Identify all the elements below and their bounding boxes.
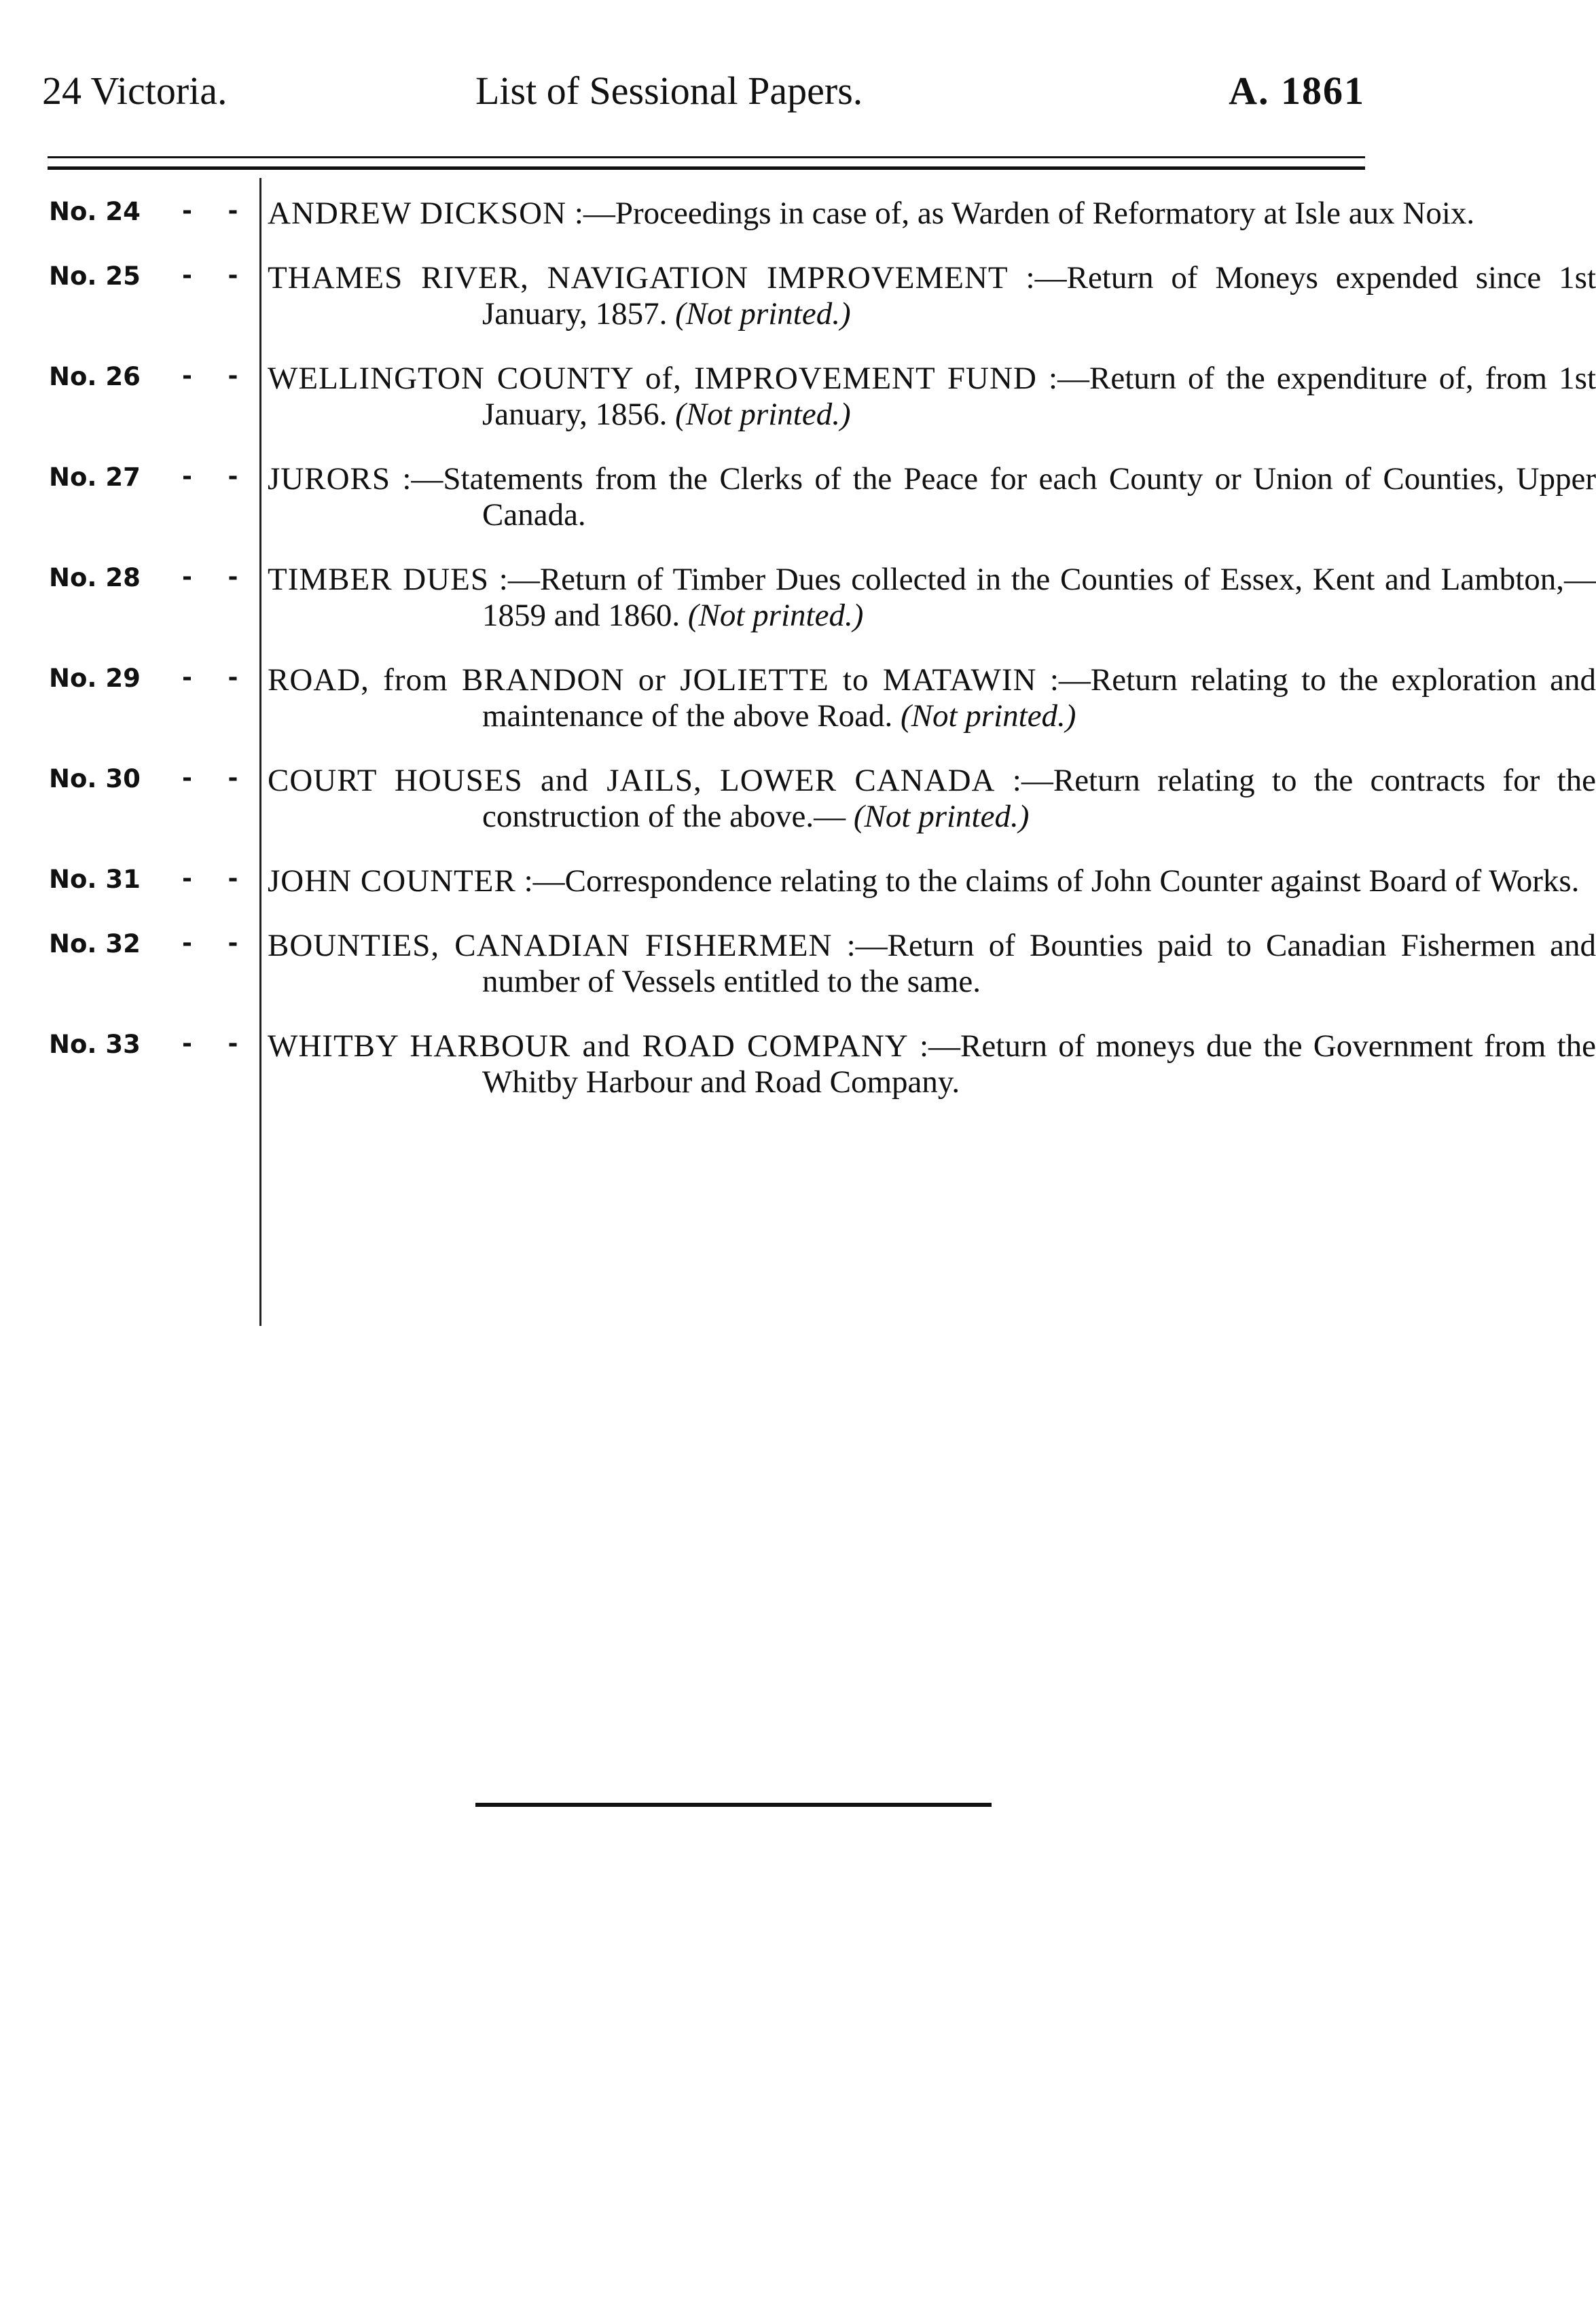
paper-number: No. 31 [49,865,141,894]
paper-note: (Not printed.) [675,397,851,432]
paper-text: :—Return of Timber Dues collected in the Counties of Essex, Kent and Lambton,—1859 and 1860. [482,562,1596,633]
paper-number: No. 27 [49,463,141,492]
header-rule-thin [48,156,1365,158]
paper-number: No. 28 [49,563,141,592]
paper-title: WHITBY HARBOUR and ROAD COMPANY [268,1028,909,1064]
paper-title: COURT HOUSES and JAILS, LOWER CANADA [268,763,996,798]
dash-leader: - - [182,563,238,591]
paper-title: THAMES RIVER, NAVIGATION IMPROVEMENT [268,260,1009,295]
page-title: List of Sessional Papers. [475,69,863,113]
paper-number: No. 29 [49,664,141,693]
paper-text: :—Correspondence relating to the claims of John Counter against Board of Works. [524,863,1580,899]
paper-number: No. 30 [49,764,141,793]
paper-description [268,361,1596,433]
paper-title: BOUNTIES, CANADIAN FISHERMEN [268,928,833,963]
paper-description [268,763,1596,835]
paper-text: :—Statements from the Clerks of the Peace for each County or Union of Counties, Upper Canada. [402,461,1596,533]
paper-text: :—Return of moneys due the Government from the Whitby Harbour and Road Company. [482,1028,1596,1100]
dash-leader: - - [182,262,238,289]
paper-number: No. 25 [49,262,141,291]
dash-leader: - - [182,1030,238,1058]
paper-note: (Not printed.) [675,296,851,331]
page-header [0,68,1445,129]
paper-note: (Not printed.) [687,598,864,633]
end-rule [475,1803,992,1807]
paper-number: No. 32 [49,929,141,958]
paper-title: TIMBER DUES [268,562,490,597]
paper-text: :—Return relating to the exploration and maintenance of the above Road. [482,662,1596,734]
paper-description [268,863,1596,899]
list-item [0,662,1596,734]
paper-note: (Not printed.) [853,799,1030,834]
dash-leader: - - [182,764,238,792]
paper-description [268,461,1596,533]
session-label: 24 Victoria. [42,69,228,113]
list-item [0,361,1596,433]
dash-leader: - - [182,865,238,893]
paper-description [268,928,1596,1000]
list-item [0,1028,1596,1100]
paper-text: :—Return relating to the contracts for the construction of the above.— [482,763,1596,834]
list-item [0,562,1596,634]
dash-leader: - - [182,197,238,225]
paper-text: :—Return of Bounties paid to Canadian Fishermen and number of Vessels entitled to the same. [482,928,1596,999]
paper-title: JURORS [268,461,391,497]
dash-leader: - - [182,929,238,957]
paper-text: :—Return of Moneys expended since 1st January, 1857. [482,260,1596,331]
paper-text: :—Proceedings in case of, as Warden of Reformatory at Isle aux Noix. [574,196,1475,231]
paper-description [268,1028,1596,1100]
paper-description [268,662,1596,734]
list-item [0,763,1596,835]
paper-text: :—Return of the expenditure of, from 1st January, 1856. [482,361,1596,432]
list-item [0,928,1596,1000]
paper-number: No. 26 [49,362,141,391]
paper-title: ANDREW DICKSON [268,196,567,231]
paper-number: No. 33 [49,1030,141,1059]
dash-leader: - - [182,463,238,490]
dash-leader: - - [182,664,238,691]
list-item [0,863,1580,899]
list-item [0,260,1596,332]
dash-leader: - - [182,362,238,390]
year-label: A. 1861 [1229,69,1365,113]
header-rule-thick [48,166,1365,170]
paper-note: (Not printed.) [900,698,1076,734]
list-item [0,196,1475,232]
paper-description [268,260,1596,332]
paper-title: JOHN COUNTER [268,863,516,899]
paper-title: WELLINGTON COUNTY of, IMPROVEMENT FUND [268,361,1037,396]
paper-title: ROAD, from BRANDON or JOLIETTE to MATAWIN [268,662,1037,698]
paper-description [268,196,1596,232]
list-item [0,461,1596,533]
paper-description [268,562,1596,634]
paper-number: No. 24 [49,197,141,226]
papers-list [0,196,1596,1129]
